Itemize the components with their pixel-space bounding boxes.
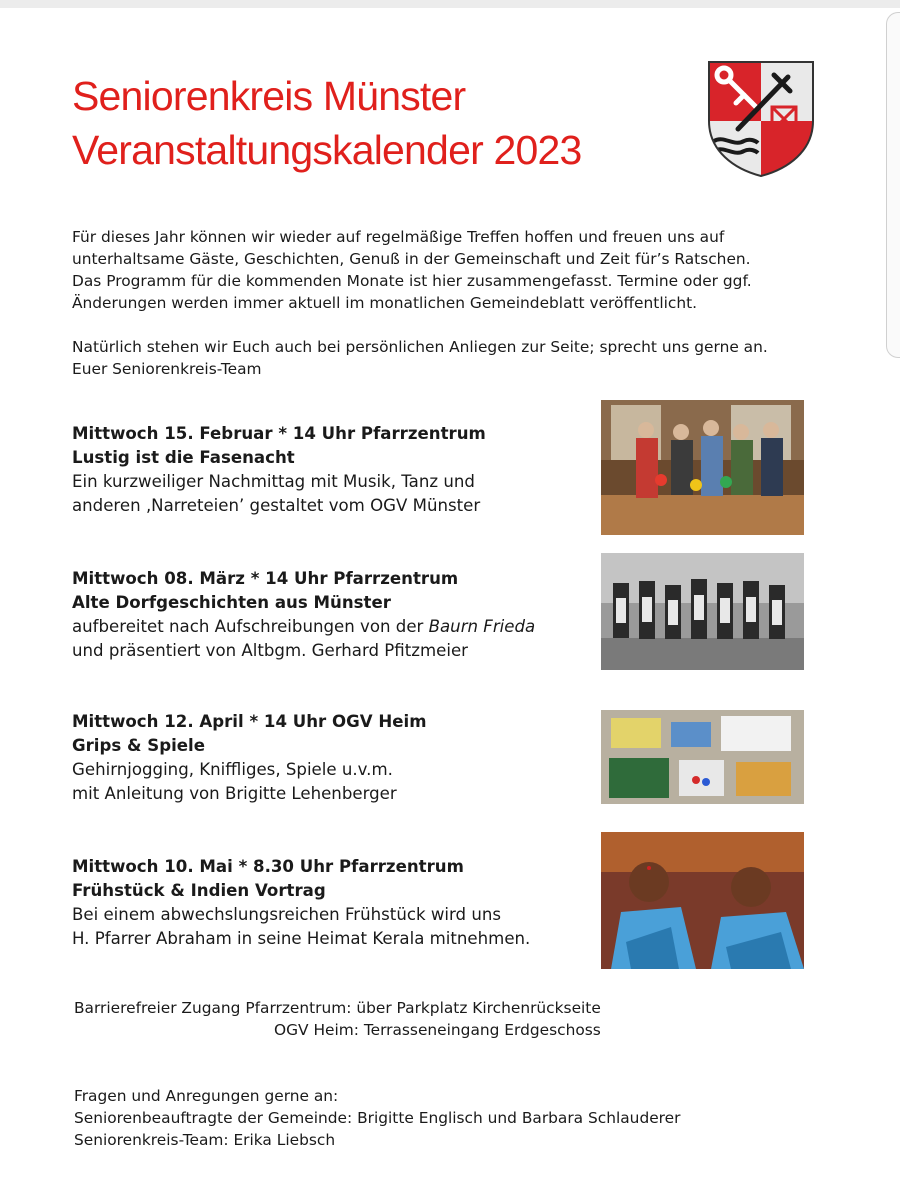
- contact-line: Seniorenbeauftragte der Gemeinde: Brigitte Englisch und Barbara Schlauderer: [74, 1109, 681, 1127]
- event-description: anderen ‚Narreteien’ gestaltet vom OGV Münster: [72, 496, 481, 515]
- event-description: Gehirnjogging, Kniffliges, Spiele u.v.m.: [72, 760, 393, 779]
- intro-line: Das Programm für die kommenden Monate ist hier zusammengefasst. Termine oder ggf.: [72, 272, 752, 290]
- greeting-paragraph: [72, 336, 768, 380]
- board-games-photo: [601, 710, 804, 804]
- event-date: Mittwoch 08. März * 14 Uhr Pfarrzentrum: [72, 569, 459, 588]
- contact-line: Fragen und Anregungen gerne an:: [74, 1087, 339, 1105]
- access-line-1: Barrierefreier Zugang Pfarrzentrum: über Parkplatz Kirchenrückseite: [74, 999, 601, 1017]
- event-title: Lustig ist die Fasenacht: [72, 448, 295, 467]
- event-description: mit Anleitung von Brigitte Lehenberger: [72, 784, 397, 803]
- event-description: H. Pfarrer Abraham in seine Heimat Kerala mitnehmen.: [72, 929, 531, 948]
- event-title: Frühstück & Indien Vortrag: [72, 881, 326, 900]
- event-description: Ein kurzweiliger Nachmittag mit Musik, Tanz und: [72, 472, 475, 491]
- top-status-bar: [0, 0, 900, 8]
- intro-line: unterhaltsame Gäste, Geschichten, Genuß in der Gemeinschaft und Zeit für’s Ratschen.: [72, 250, 751, 268]
- event-date: Mittwoch 10. Mai * 8.30 Uhr Pfarrzentrum: [72, 857, 464, 876]
- event-description: und präsentiert von Altbgm. Gerhard Pfitzmeier: [72, 641, 468, 660]
- intro-line: Änderungen werden immer aktuell im monatlichen Gemeindeblatt veröffentlicht.: [72, 294, 698, 312]
- contact-line: Seniorenkreis-Team: Erika Liebsch: [74, 1131, 336, 1149]
- event-description: Bei einem abwechslungsreichen Frühstück wird uns: [72, 905, 502, 924]
- carnival-group-photo: [601, 400, 804, 535]
- coat-of-arms-icon: [706, 59, 816, 179]
- contact-block: [74, 1085, 680, 1151]
- event-march: [72, 567, 535, 663]
- event-description: aufbereitet nach Aufschreibungen von der Baurn Frieda: [72, 617, 536, 636]
- page-title: Seniorenkreis Münster: [72, 73, 466, 119]
- page-subtitle: Veranstaltungskalender 2023: [72, 127, 582, 173]
- signature-line: Euer Seniorenkreis-Team: [72, 360, 262, 378]
- historic-bw-photo: [601, 553, 804, 670]
- event-title: Alte Dorfgeschichten aus Münster: [72, 593, 391, 612]
- india-women-photo: [601, 832, 804, 969]
- event-may: [72, 855, 530, 951]
- event-date: Mittwoch 12. April * 14 Uhr OGV Heim: [72, 712, 427, 731]
- event-date: Mittwoch 15. Februar * 14 Uhr Pfarrzentrum: [72, 424, 486, 443]
- scrollbar[interactable]: [886, 12, 900, 358]
- event-february: [72, 422, 486, 518]
- event-april: [72, 710, 427, 806]
- access-line-2: OGV Heim: Terrasseneingang Erdgeschoss: [274, 1021, 601, 1039]
- intro-line: Für dieses Jahr können wir wieder auf regelmäßige Treffen hoffen und freuen uns auf: [72, 228, 725, 246]
- intro-paragraph: [72, 226, 752, 314]
- event-title: Grips & Spiele: [72, 736, 205, 755]
- greeting-line: Natürlich stehen wir Euch auch bei persönlichen Anliegen zur Seite; sprecht uns gerne an.: [72, 338, 768, 356]
